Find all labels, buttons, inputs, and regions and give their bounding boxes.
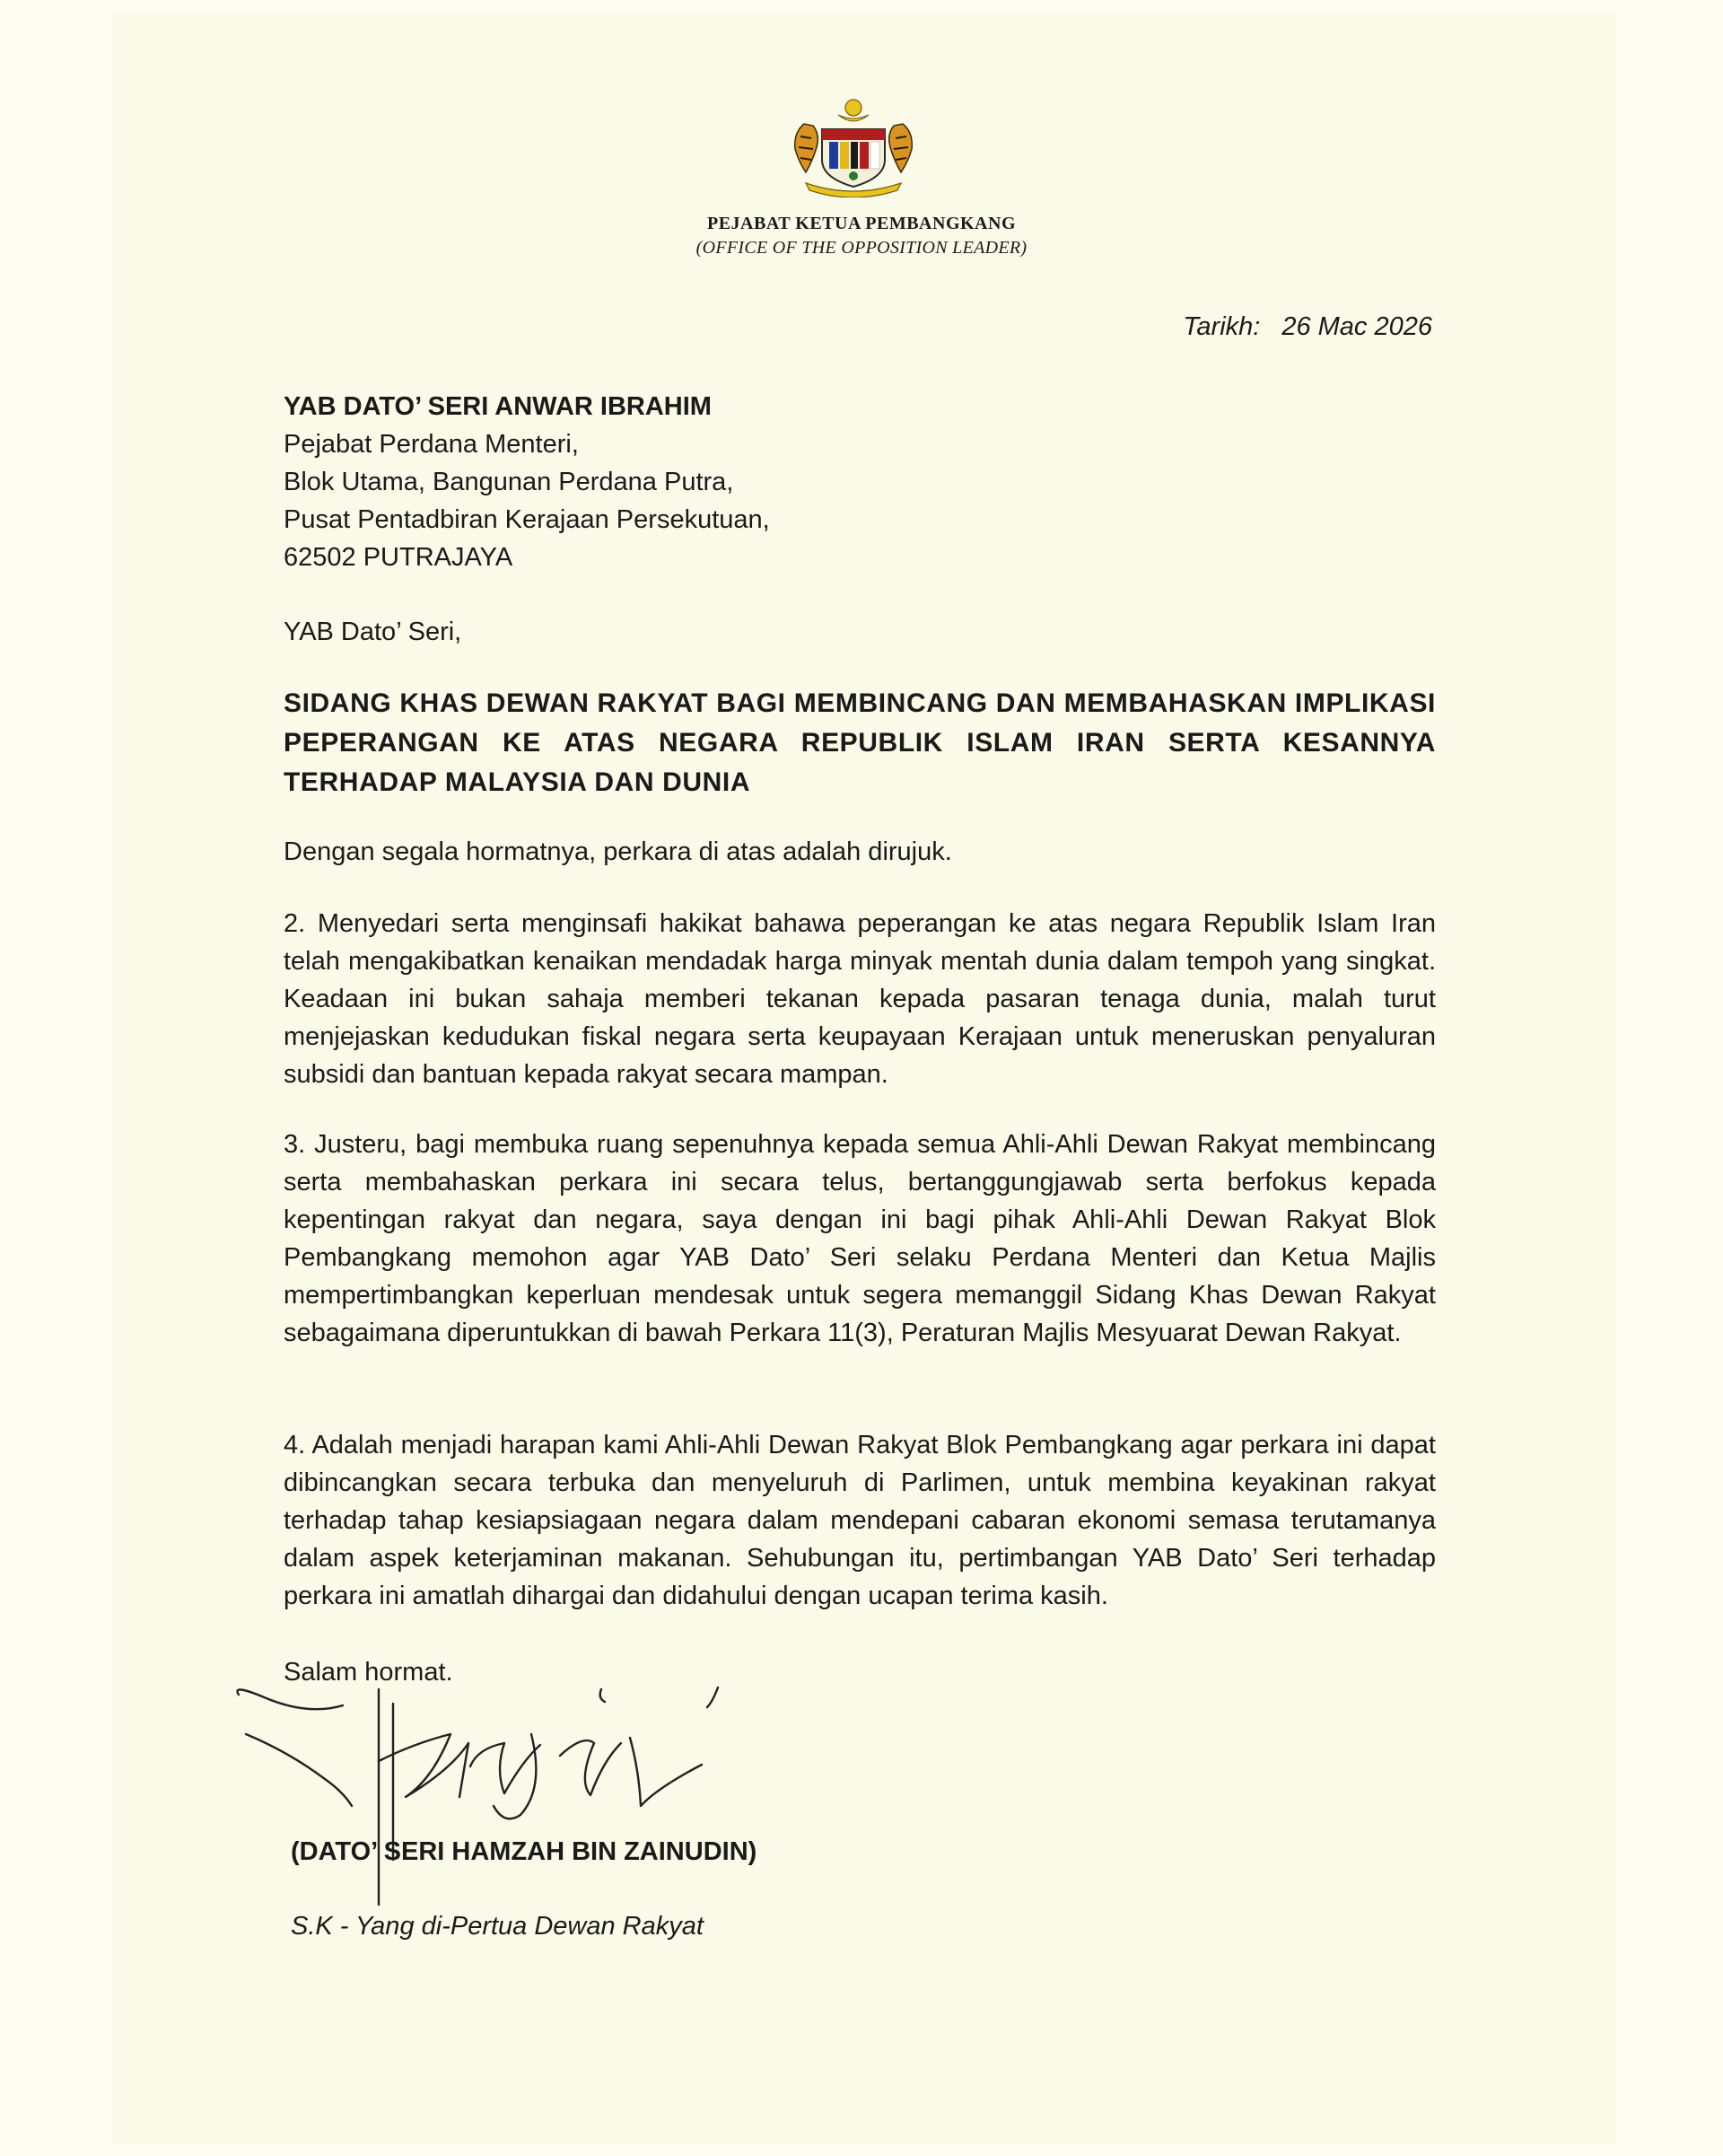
closing: Salam hormat. [284,1658,453,1687]
office-name: PEJABAT KETUA PEMBANGKANG [706,214,1016,233]
recipient-name: YAB DATO’ SERI ANWAR IBRAHIM [284,392,712,421]
subject-heading: SIDANG KHAS DEWAN RAKYAT BAGI MEMBINCANG DAN MEMBAHASKAN IMPLIKASI PEPERANGAN KE ATAS NEGARA REPUBLIK ISLAM IRAN SERTA KESANNYA TERHADAP MALAYSIA DAN DUNIA [284,688,1436,797]
signer-name: (DATO’ SERI HAMZAH BIN ZAINUDIN) [291,1837,757,1866]
office-name-english: (OFFICE OF THE OPPOSITION LEADER) [695,238,1028,258]
paragraph-4: 4. Adalah menjadi harapan kami Ahli-Ahli Dewan Rakyat Blok Pembangkang agar perkara ini dapat dibincangkan secara terbuka dan menyeluruh di Parlimen, untuk membina keyakinan rakyat terhadap tahap kesiapsiagaan negara dalam mendepani cabaran ekonomi semasa terutamanya dalam aspek keterjaminan makanan. Sehubungan itu, pertimbangan YAB Dato’ Seri terhadap perkara ini amatlah dihargai dan didahului dengan ucapan terima kasih. [284,1431,1436,1610]
paragraph-3: 3. Justeru, bagi membuka ruang sepenuhnya kepada semua Ahli-Ahli Dewan Rakyat membincang serta membahaskan perkara ini secara telus, bertanggungjawab serta berfokus kepada kepentingan rakyat dan negara, saya dengan ini bagi pihak Ahli-Ahli Dewan Rakyat Blok Pembangkang memohon agar YAB Dato’ Seri selaku Perdana Menteri dan Ketua Majlis mempertimbangkan keperluan mendesak untuk segera memanggil Sidang Khas Dewan Rakyat sebagaimana diperuntukkan di bawah Perkara 11(3), Peraturan Majlis Mesyuarat Dewan Rakyat. [284,1130,1436,1347]
address-line: 62502 PUTRAJAYA [284,543,513,572]
carbon-copy: S.K - Yang di-Pertua Dewan Rakyat [291,1912,704,1941]
address-line: Blok Utama, Bangunan Perdana Putra, [284,468,734,496]
paragraph-1: Dengan segala hormatnya, perkara di atas adalah dirujuk. [284,837,952,866]
recipient-block [284,388,1436,576]
salutation: YAB Dato’ Seri, [284,618,462,646]
address-line: Pejabat Perdana Menteri, [284,430,579,459]
date-label: Tarikh: [1183,312,1261,341]
coat-of-arms-icon [786,97,921,197]
address-line: Pusat Pentadbiran Kerajaan Persekutuan, [284,505,770,534]
date-value: 26 Mac 2026 [1281,312,1432,341]
handwritten-signature [235,1680,774,1914]
date-line [1183,312,1432,342]
paragraph-2: 2. Menyedari serta menginsafi hakikat bahawa peperangan ke atas negara Republik Islam Iran telah mengakibatkan kenaikan mendadak harga minyak mentah dunia dalam tempoh yang singkat. Keadaan ini bukan sahaja memberi tekanan kepada pasaran tenaga dunia, malah turut menjejaskan kedudukan fiskal negara serta keupayaan Kerajaan untuk meneruskan penyaluran subsidi dan bantuan kepada rakyat secara mampan. [284,909,1436,1089]
